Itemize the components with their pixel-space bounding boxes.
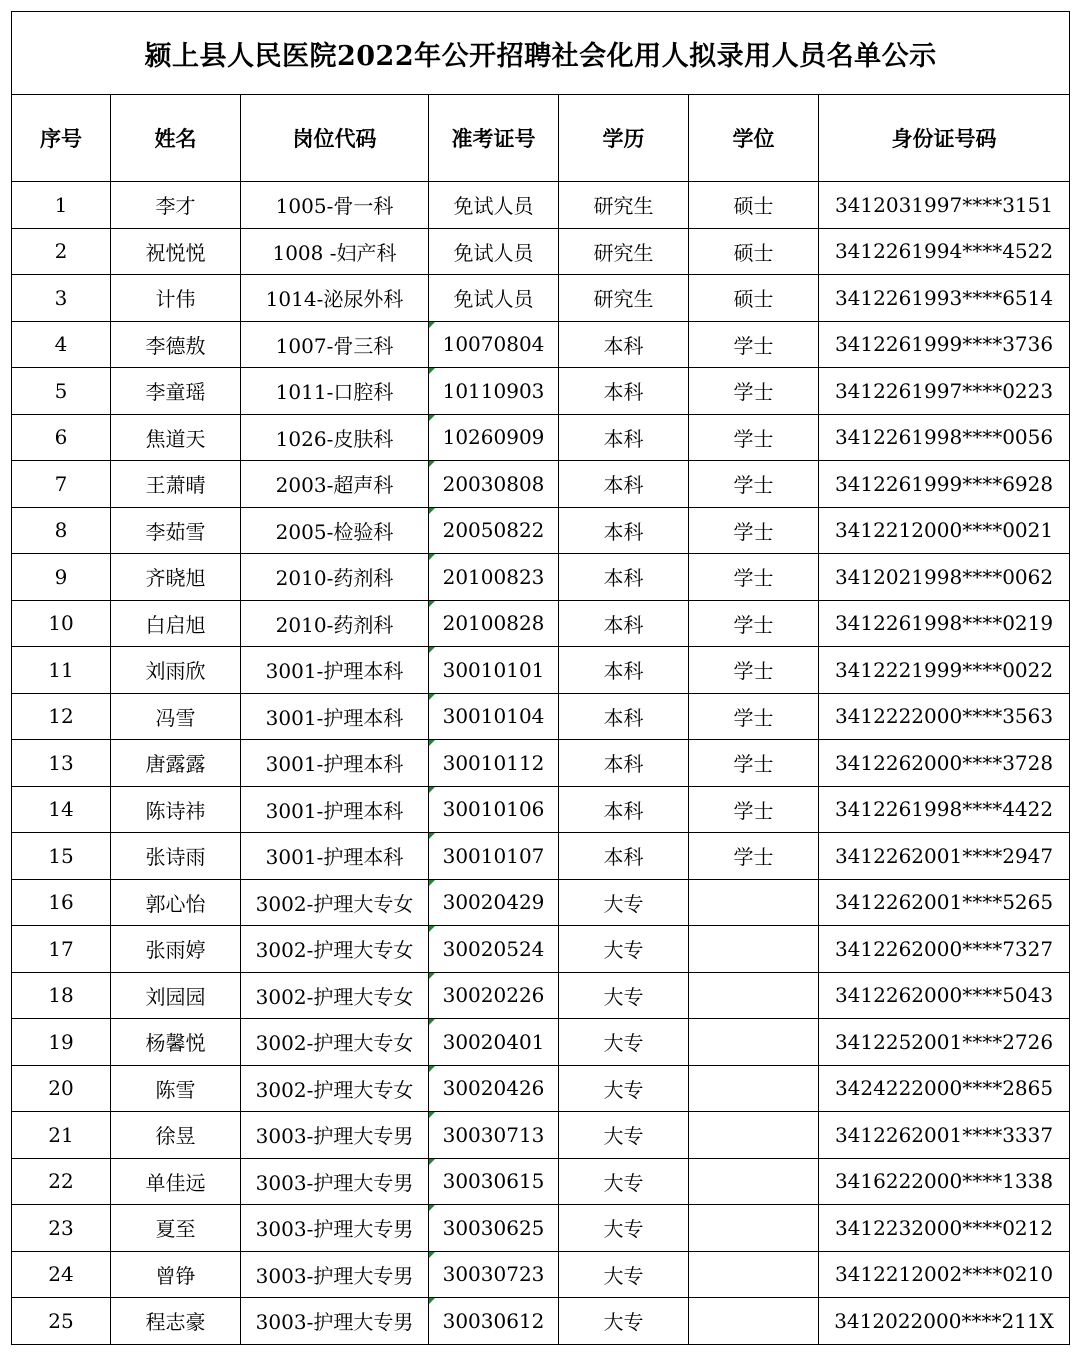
- cell-id-number: 3424222000****2865: [819, 1065, 1070, 1112]
- cell-id-number: 3412261999****6928: [819, 461, 1070, 508]
- cell-seq: 20: [12, 1065, 111, 1112]
- cell-education: 本科: [559, 321, 689, 368]
- cell-id-number: 3412262001****5265: [819, 879, 1070, 926]
- cell-education: 本科: [559, 414, 689, 461]
- cell-degree: 学士: [689, 647, 819, 694]
- cell-degree: 学士: [689, 368, 819, 415]
- cell-exam-number: 30010106: [429, 786, 559, 833]
- cell-exam-number: 30030723: [429, 1251, 559, 1298]
- cell-education: 本科: [559, 647, 689, 694]
- cell-seq: 11: [12, 647, 111, 694]
- cell-degree: 硕士: [689, 182, 819, 229]
- cell-seq: 6: [12, 414, 111, 461]
- cell-degree: [689, 1158, 819, 1205]
- cell-seq: 24: [12, 1251, 111, 1298]
- table-row: [12, 321, 1070, 368]
- cell-degree: [689, 1019, 819, 1066]
- cell-post-code: 3003-护理大专男: [241, 1298, 429, 1345]
- cell-degree: [689, 1205, 819, 1252]
- cell-post-code: 3001-护理本科: [241, 647, 429, 694]
- cell-post-code: 3001-护理本科: [241, 786, 429, 833]
- cell-name: 刘雨欣: [111, 647, 241, 694]
- cell-id-number: 3412261999****3736: [819, 321, 1070, 368]
- candidate-table: [11, 11, 1070, 1345]
- cell-education: 大专: [559, 926, 689, 973]
- cell-seq: 5: [12, 368, 111, 415]
- cell-exam-number: 10260909: [429, 414, 559, 461]
- header-post-code: 岗位代码: [241, 95, 429, 182]
- cell-exam-number: 20050822: [429, 507, 559, 554]
- cell-name: 齐晓旭: [111, 554, 241, 601]
- cell-post-code: 1005-骨一科: [241, 182, 429, 229]
- table-row: [12, 554, 1070, 601]
- cell-post-code: 1007-骨三科: [241, 321, 429, 368]
- cell-seq: 23: [12, 1205, 111, 1252]
- cell-id-number: 3412262000****3728: [819, 740, 1070, 787]
- cell-id-number: 3412262000****7327: [819, 926, 1070, 973]
- cell-education: 本科: [559, 786, 689, 833]
- table-row: [12, 182, 1070, 229]
- cell-id-number: 3412212002****0210: [819, 1251, 1070, 1298]
- table-row: [12, 1251, 1070, 1298]
- cell-seq: 9: [12, 554, 111, 601]
- cell-name: 张雨婷: [111, 926, 241, 973]
- cell-seq: 14: [12, 786, 111, 833]
- cell-name: 徐昱: [111, 1112, 241, 1159]
- cell-name: 曾铮: [111, 1251, 241, 1298]
- table-body: [12, 182, 1070, 1345]
- cell-post-code: 3001-护理本科: [241, 740, 429, 787]
- cell-degree: [689, 1298, 819, 1345]
- cell-degree: 硕士: [689, 228, 819, 275]
- cell-post-code: 2005-检验科: [241, 507, 429, 554]
- table-row: [12, 1298, 1070, 1345]
- cell-post-code: 3001-护理本科: [241, 833, 429, 880]
- cell-name: 焦道天: [111, 414, 241, 461]
- cell-id-number: 3412261998****0056: [819, 414, 1070, 461]
- cell-degree: [689, 926, 819, 973]
- cell-exam-number: 10070804: [429, 321, 559, 368]
- cell-post-code: 3003-护理大专男: [241, 1158, 429, 1205]
- cell-post-code: 2010-药剂科: [241, 600, 429, 647]
- table-row: [12, 740, 1070, 787]
- cell-post-code: 1026-皮肤科: [241, 414, 429, 461]
- cell-post-code: 3002-护理大专女: [241, 926, 429, 973]
- cell-post-code: 3002-护理大专女: [241, 972, 429, 1019]
- cell-seq: 17: [12, 926, 111, 973]
- cell-id-number: 3412022000****211X: [819, 1298, 1070, 1345]
- cell-post-code: 3001-护理本科: [241, 693, 429, 740]
- cell-seq: 25: [12, 1298, 111, 1345]
- cell-education: 大专: [559, 879, 689, 926]
- cell-exam-number: 20100828: [429, 600, 559, 647]
- cell-exam-number: 30030612: [429, 1298, 559, 1345]
- cell-exam-number: 30020524: [429, 926, 559, 973]
- cell-seq: 21: [12, 1112, 111, 1159]
- cell-degree: 学士: [689, 554, 819, 601]
- cell-education: 研究生: [559, 228, 689, 275]
- cell-seq: 19: [12, 1019, 111, 1066]
- cell-id-number: 3412222000****3563: [819, 693, 1070, 740]
- cell-name: 单佳远: [111, 1158, 241, 1205]
- cell-name: 陈诗祎: [111, 786, 241, 833]
- table-row: [12, 693, 1070, 740]
- cell-degree: [689, 1251, 819, 1298]
- cell-name: 祝悦悦: [111, 228, 241, 275]
- cell-degree: 学士: [689, 600, 819, 647]
- header-id-number: 身份证号码: [819, 95, 1070, 182]
- cell-exam-number: 免试人员: [429, 275, 559, 322]
- cell-post-code: 3002-护理大专女: [241, 879, 429, 926]
- cell-name: 陈雪: [111, 1065, 241, 1112]
- cell-seq: 7: [12, 461, 111, 508]
- cell-seq: 2: [12, 228, 111, 275]
- cell-degree: [689, 972, 819, 1019]
- table-row: [12, 461, 1070, 508]
- cell-education: 大专: [559, 1251, 689, 1298]
- cell-id-number: 3412262001****2947: [819, 833, 1070, 880]
- cell-degree: 学士: [689, 786, 819, 833]
- table-row: [12, 833, 1070, 880]
- cell-education: 大专: [559, 1112, 689, 1159]
- cell-id-number: 3412021998****0062: [819, 554, 1070, 601]
- header-degree: 学位: [689, 95, 819, 182]
- cell-degree: 学士: [689, 461, 819, 508]
- cell-exam-number: 20030808: [429, 461, 559, 508]
- cell-id-number: 3412261997****0223: [819, 368, 1070, 415]
- cell-name: 冯雪: [111, 693, 241, 740]
- table-row: [12, 926, 1070, 973]
- cell-id-number: 3412262000****5043: [819, 972, 1070, 1019]
- cell-name: 王萧晴: [111, 461, 241, 508]
- cell-education: 本科: [559, 507, 689, 554]
- cell-name: 程志豪: [111, 1298, 241, 1345]
- cell-seq: 15: [12, 833, 111, 880]
- cell-seq: 12: [12, 693, 111, 740]
- cell-seq: 4: [12, 321, 111, 368]
- cell-degree: 学士: [689, 693, 819, 740]
- table-row: [12, 1158, 1070, 1205]
- cell-seq: 18: [12, 972, 111, 1019]
- cell-degree: 学士: [689, 740, 819, 787]
- cell-id-number: 3412221999****0022: [819, 647, 1070, 694]
- table-row: [12, 1112, 1070, 1159]
- table-row: [12, 879, 1070, 926]
- cell-education: 大专: [559, 1205, 689, 1252]
- header-education: 学历: [559, 95, 689, 182]
- table-row: [12, 1205, 1070, 1252]
- table-row: [12, 972, 1070, 1019]
- cell-id-number: 3412261994****4522: [819, 228, 1070, 275]
- table-row: [12, 368, 1070, 415]
- cell-exam-number: 30010104: [429, 693, 559, 740]
- cell-post-code: 1008 -妇产科: [241, 228, 429, 275]
- cell-post-code: 3003-护理大专男: [241, 1205, 429, 1252]
- cell-id-number: 3412262001****3337: [819, 1112, 1070, 1159]
- header-row: [12, 95, 1070, 182]
- cell-name: 杨馨悦: [111, 1019, 241, 1066]
- cell-id-number: 3412232000****0212: [819, 1205, 1070, 1252]
- page-title: 颍上县人民医院2022年公开招聘社会化用人拟录用人员名单公示: [12, 12, 1070, 95]
- cell-seq: 3: [12, 275, 111, 322]
- cell-id-number: 3416222000****1338: [819, 1158, 1070, 1205]
- cell-name: 唐露露: [111, 740, 241, 787]
- cell-id-number: 3412261998****0219: [819, 600, 1070, 647]
- cell-education: 本科: [559, 368, 689, 415]
- cell-post-code: 3003-护理大专男: [241, 1251, 429, 1298]
- cell-education: 研究生: [559, 182, 689, 229]
- table-row: [12, 414, 1070, 461]
- cell-education: 本科: [559, 600, 689, 647]
- cell-degree: 学士: [689, 321, 819, 368]
- cell-name: 李德敖: [111, 321, 241, 368]
- cell-post-code: 2010-药剂科: [241, 554, 429, 601]
- table-row: [12, 600, 1070, 647]
- cell-id-number: 3412261998****4422: [819, 786, 1070, 833]
- header-seq: 序号: [12, 95, 111, 182]
- header-exam-number: 准考证号: [429, 95, 559, 182]
- cell-name: 李童瑶: [111, 368, 241, 415]
- table-row: [12, 275, 1070, 322]
- cell-education: 本科: [559, 833, 689, 880]
- cell-post-code: 2003-超声科: [241, 461, 429, 508]
- cell-name: 郭心怡: [111, 879, 241, 926]
- cell-exam-number: 30030615: [429, 1158, 559, 1205]
- cell-name: 夏至: [111, 1205, 241, 1252]
- cell-post-code: 3002-护理大专女: [241, 1019, 429, 1066]
- cell-exam-number: 30030625: [429, 1205, 559, 1252]
- cell-id-number: 3412252001****2726: [819, 1019, 1070, 1066]
- cell-exam-number: 30020426: [429, 1065, 559, 1112]
- cell-seq: 16: [12, 879, 111, 926]
- cell-exam-number: 30020401: [429, 1019, 559, 1066]
- cell-seq: 1: [12, 182, 111, 229]
- table-row: [12, 1019, 1070, 1066]
- cell-exam-number: 10110903: [429, 368, 559, 415]
- cell-degree: 硕士: [689, 275, 819, 322]
- cell-post-code: 3003-护理大专男: [241, 1112, 429, 1159]
- cell-seq: 8: [12, 507, 111, 554]
- cell-degree: [689, 1065, 819, 1112]
- cell-post-code: 3002-护理大专女: [241, 1065, 429, 1112]
- cell-post-code: 1014-泌尿外科: [241, 275, 429, 322]
- table-row: [12, 507, 1070, 554]
- cell-degree: 学士: [689, 414, 819, 461]
- cell-degree: 学士: [689, 507, 819, 554]
- cell-education: 大专: [559, 1298, 689, 1345]
- cell-education: 研究生: [559, 275, 689, 322]
- cell-degree: [689, 1112, 819, 1159]
- cell-exam-number: 30010107: [429, 833, 559, 880]
- cell-name: 刘园园: [111, 972, 241, 1019]
- header-name: 姓名: [111, 95, 241, 182]
- cell-education: 大专: [559, 972, 689, 1019]
- cell-education: 本科: [559, 461, 689, 508]
- cell-degree: 学士: [689, 833, 819, 880]
- table-row: [12, 1065, 1070, 1112]
- table-row: [12, 786, 1070, 833]
- cell-name: 李才: [111, 182, 241, 229]
- cell-exam-number: 免试人员: [429, 228, 559, 275]
- cell-seq: 22: [12, 1158, 111, 1205]
- cell-id-number: 3412261993****6514: [819, 275, 1070, 322]
- cell-name: 张诗雨: [111, 833, 241, 880]
- cell-exam-number: 30030713: [429, 1112, 559, 1159]
- table-row: [12, 228, 1070, 275]
- cell-name: 白启旭: [111, 600, 241, 647]
- table-row: [12, 647, 1070, 694]
- cell-seq: 13: [12, 740, 111, 787]
- cell-name: 计伟: [111, 275, 241, 322]
- cell-name: 李茹雪: [111, 507, 241, 554]
- cell-id-number: 3412212000****0021: [819, 507, 1070, 554]
- cell-id-number: 3412031997****3151: [819, 182, 1070, 229]
- cell-education: 大专: [559, 1019, 689, 1066]
- cell-exam-number: 免试人员: [429, 182, 559, 229]
- cell-exam-number: 30020226: [429, 972, 559, 1019]
- title-row: [12, 12, 1070, 95]
- cell-exam-number: 20100823: [429, 554, 559, 601]
- cell-seq: 10: [12, 600, 111, 647]
- cell-exam-number: 30010101: [429, 647, 559, 694]
- cell-degree: [689, 879, 819, 926]
- cell-education: 本科: [559, 740, 689, 787]
- cell-exam-number: 30010112: [429, 740, 559, 787]
- cell-exam-number: 30020429: [429, 879, 559, 926]
- cell-education: 本科: [559, 693, 689, 740]
- cell-post-code: 1011-口腔科: [241, 368, 429, 415]
- cell-education: 大专: [559, 1158, 689, 1205]
- cell-education: 大专: [559, 1065, 689, 1112]
- cell-education: 本科: [559, 554, 689, 601]
